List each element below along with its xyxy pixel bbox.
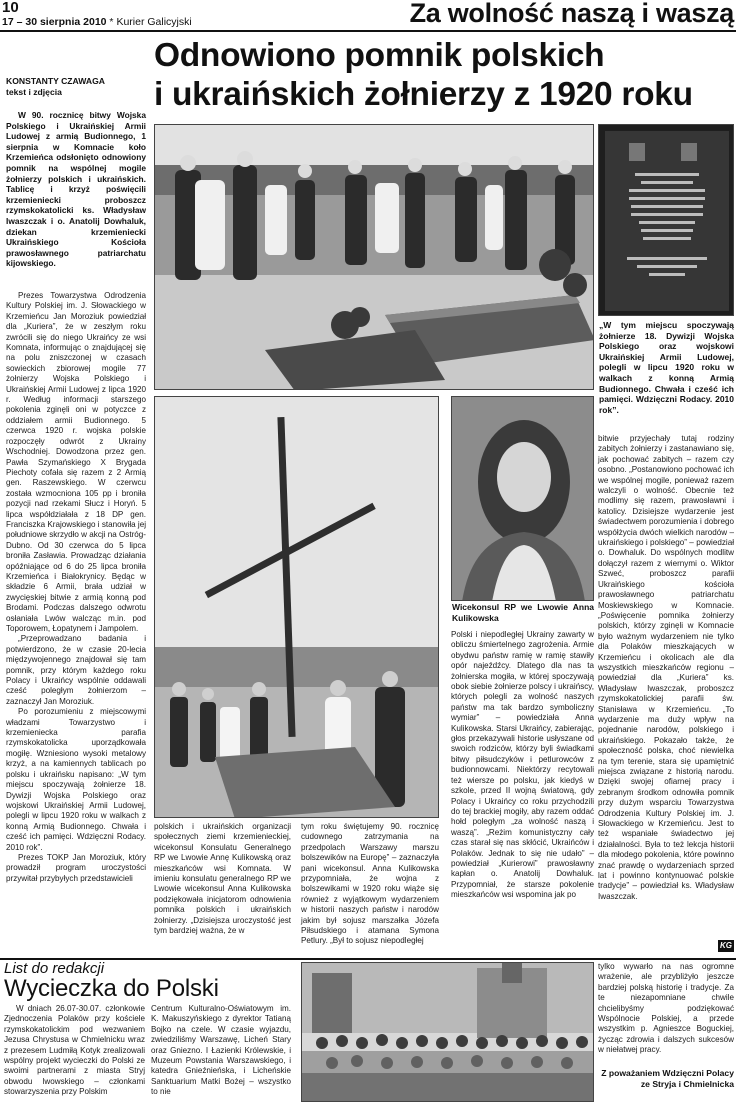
- paragraph: tylko wywarło na nas ogromne wrażenie, ale przybliżyło jeszcze bardziej polską historię i tradycje. Za te niezapomniane chwile chcielibyśmy podziękować Wspólnocie Polskiej, a przede wszystkim p. Agnieszce Boguckiej, życząc zdrowia i dalszych sukcesów w niełatwej pracy.: [598, 962, 734, 1055]
- group-photo: [301, 962, 594, 1102]
- column-3: [301, 822, 439, 947]
- portrait-caption: Wicekonsul RP we Lwowie Anna Kulikowska: [452, 602, 594, 623]
- title-line-2: i ukraińskich żołnierzy z 1920 roku: [154, 76, 693, 113]
- plaque-image: [599, 125, 734, 316]
- group-image: [302, 963, 594, 1102]
- letter-signature: Z poważaniem Wdzięczni Polacy ze Stryja i Chmielnicka: [601, 1068, 734, 1089]
- paragraph: bitwie przyjechały tutaj rodziny zabitych żołnierzy i zastanawiano się, jak pochować zabitych – razem czy osobno. „Postanowiono pochować ich we wspólnej mogile, ponieważ razem walczyli o wolność. Obecnie też modlimy się razem, prawosławni i katolicy. Dzisiejsze wydarzenie jest świadectwem porozumienia i dobrego współżycia dwóch wielkich narodów – ukraińskiego i polskiego” – powiedział o. Dowhaluk. Do wspólnych modlitw dołączył razem z wiernymi o. Wiktor Szweć, proboszcz parafii Ukraińskiego kościoła prawosławnego patriarchatu Moskiewskiego w Komnacie. „Poświęcenie pomnika żołnierzy polskich, którzy zginęli w Komnacie było ważnym wydarzeniem nie tylko dla Polaków mieszkających w Krzemieńcu i okolicach ale dla wszystkich mieszkańców regionu – powiedział dla „Kuriera” ks. Władysław Iwaszczak, proboszcz rzymskokatolickiej parafii św. Stanisława w Krzemieńcu. „To wydarzenie ma duży wpływ na pojednanie narodów, polskiego i ukraińskiego. Pokazało także, że społeczność polska, choć niewielka na tym terenie, stara się upamiętnić miejsca związane z historią narodu. Dzięki swojej ofiarnej pracy i zebranym środkom odnowiła pomnik przy dużym wsparciu Towarzystwa Odrodzenia Kultury Polskiej im. J. Słowackiego w Krzemieńcu. Jest to też wspaniałe świadectwo jej działalności. Była to też lekcja historii dla młodego pokolenia, które powinno znać prawdę o wydarzeniach sprzed lat i powinno kontynuować polskie tradycje” – powiedział ks. Władysław Iwaszczak.: [598, 434, 734, 901]
- section-title: Za wolność naszą i waszą: [409, 0, 734, 28]
- letters-column-1: [4, 1004, 145, 1098]
- author-name: KONSTANTY CZAWAGA: [6, 76, 105, 86]
- paragraph: Polski i niepodległej Ukrainy zawarty w obliczu śmiertelnego zagrożenia. Armie obydwu państw ramię w ramię stawiły opór najeźdźcy. Dlatego dla nas ta żołnierska mogiła, w której spoczywają obok siebie żołnierze polscy i ukraińscy, których polegli za wolność naszych państw ma tak bardzo symboliczny wymiar” – powiedziała Anna Kulikowska. Starsi Ukraińcy, zabierając, głos przekazywali historie usłyszane od swoich rodziców, którzy byli świadkami bitwy piłsudczyków i petlurowców z budionnowcami. Niektórzy recytowali też wiersze po polsku, jak kiedyś w szkole, przed II wojną światową, gdy Polacy i Ukraińcy co roku przychodzili do tej brackiej mogiły, aby razem oddać hołd poległym „za wolność naszą i waszą”. „Reżim komunistyczny cały czas starał się nas skłócić, Ukraińców i Polaków. Jednak to się nie udało” – powiedział „Kurierowi” prawosławny kapłan o. Anatolij Dowhaluk. Przypomniał, że starsze pokolenie mieszkańców wsi wspomina jak po: [451, 630, 594, 900]
- paragraph: polskich i ukraińskich organizacji społecznych ziemi krzemienieckiej, wicekonsul Konsulatu Generalnego RP we Lwowie Annę Kulikowską oraz mieszkańców wsi Komnata. W imieniu konsulatu generalnego RP we Lwowie wicekonsul Anna Kulikowska podziękowała inicjatorom odnowienia pomnika polskich i ukraińskich żołnierzy. „Dzisiejsza uroczystość jest tym bardziej ważna, że w: [154, 822, 291, 936]
- page-header: [0, 0, 736, 30]
- letters-kicker: List do redakcji: [4, 960, 105, 977]
- ceremony-photo: [154, 124, 594, 390]
- issue-date: [2, 16, 192, 28]
- author-byline: [6, 76, 146, 97]
- paragraph: tym roku świętujemy 90. rocznicę cudownego zatrzymania na przedpolach Warszawy marszu bolszewików na Europę” – zaznaczyła pani wicekonsul. Anna Kulikowska przypomniała, że wojna z bolszewikami w 1920 roku wiąże się również z wyjątkowym wydarzeniem w historii naszych państw i narodów jakim był sojusz marszałka Józefa Piłsudskiego i atamana Symona Petlury. „Był to sojusz niepodległej: [301, 822, 439, 946]
- paragraph: „Przeprowadzano badania i potwierdzono, że w czasie 20-lecia międzywojennego znajdował się tam pomnik, przy którym każdego roku Polacy i Ukraińcy wspólnie oddawali cześć poległym żołnierzom – zaznaczył Jan Moroziuk.: [6, 634, 146, 706]
- cross-image: [155, 397, 439, 818]
- column-1: [6, 291, 146, 884]
- plaque-caption: „W tym miejscu spoczywają żołnierze 18. Dywizji Wojska Polskiego oraz wojskowi Ukraińskiej Armii Ludowej, polegli w lipcu 1920 roku w walkach z konną Armią Budionnego. Chwała i cześć ich pamięci. Wdzięczni Rodacy. 2010 rok”.: [599, 320, 734, 415]
- lead-paragraph: W 90. rocznicę bitwy Wojska Polskiego i Ukraińskiej Armii Ludowej z armią Budionnego, 1 sierpnia w Komnacie koło Krzemieńca odsłonięto odnowiony pomnik na wspólnej mogile żołnierzy polskich i ukraińskich. Tablicę i krzyż poświęcili krzemieniecki proboszcz rzymskokatolicki ks. Władysław Iwaszczak i o. Anatolij Dowhaluk, dziekan krzemieniecki Ukraińskiego Kościoła prawosławnego patriarchatu kijowskiego.: [6, 110, 146, 269]
- portrait-image: [452, 397, 594, 601]
- author-note: tekst i zdjęcia: [6, 86, 62, 97]
- date-text: 17 – 30 sierpnia 2010: [2, 16, 107, 28]
- letters-title: Wycieczka do Polski: [4, 975, 219, 1002]
- letters-column-2: [151, 1004, 291, 1098]
- header-rule: [0, 30, 736, 32]
- article-title: [154, 36, 734, 114]
- page-number: 10: [2, 0, 19, 16]
- publication-logo: KG: [720, 941, 732, 950]
- ceremony-image: [155, 125, 594, 390]
- paragraph: Prezes Towarzystwa Odrodzenia Kultury Polskiej im. J. Słowackiego w Krzemieńcu Jan Moroziuk powiedział dla „Kuriera”, że w zeszłym roku zwrócili się do niego Ukraińcy ze wsi Komnata, informując o znajdującej się na polu zniszczonej w czasach sowieckich zbiorowej mogile 77 żołnierzy Wojska Polskiego i Ukraińskiej Armii Ludowej z lipca 1920 r. Według informacji starszego pokolenia zginęli oni w potyczce z oddziałem armii Budionnego. 5 czerwca 1920 r. wojska polskie rozpoczęły odwrót z Ukrainy Wschodniej. Dowodzona przez gen. Pawła Szymańskiego X Brygada Piechoty cofała się razem z 2 Armią gen. Raszewskiego. W czerwcu została wzmocniona 105 pp i broniła pozycji nad rzekami Słucz i Horyń. 5 lipca współdziałała z 18 DP gen. Franciszka Krajowskiego i stanowiła jej południowe skrzydło w akcji na Ostróg-Dubno. Od 30 czerwca do 5 lipca broniła Zasławia. Prowadząc działania opóźniające od 6 do 25 lipca broniła Krzemieńca i Białokrynicy. Będąc w składzie 6 Armii, brała udział w zwycięskiej bitwie z armią konną pod Brodami. Podczas dalszego odwrotu osłaniała Lwów walcząc m.in. pod Toporowem, Łopatynem i Jampolem.: [6, 291, 146, 633]
- paragraph: Po porozumieniu z miejscowymi władzami Towarzystwo i krzemieniecka parafia rzymskokatolicka uporządkowała mogiłę. Wzniesiono wysoki metalowy krzyż, a na kamiennych tablicach po polsku i ukraińsku napisano: „W tym miejscu spoczywają żołnierze 18. Dywizji Wojska Polskiego oraz wojskowi Ukraińskiej Armii Ludowej, polegli w lipcu 1920 roku w walkach z konną Armią Budionnego. Chwała i cześć ich pamięci. Wdzięczni Rodacy. 2010 rok”.: [6, 707, 146, 852]
- paragraph: W dniach 26.07-30.07. członkowie Zjednoczenia Polaków przy kościele rzymskokatolickim pod wezwaniem Jezusa Chrystusa w Chmielnicku wraz z prezesem Ludmiłą Kotyk zrealizowali wspólny projekt wycieczki do Polski ze swoimi partnerami z miasta Stryj obwodu lwowskiego – członkami stowarzyszenia przy Polskim: [4, 1004, 145, 1097]
- paragraph: Prezes TOKP Jan Moroziuk, który prowadził program uroczystości przywitał przybyłych przedstawicieli: [6, 852, 146, 883]
- letters-column-3: [598, 962, 734, 1056]
- column-4: [451, 630, 594, 901]
- plaque-photo: [598, 124, 734, 316]
- column-2: [154, 822, 291, 936]
- title-line-1: Odnowiono pomnik polskich: [154, 37, 605, 74]
- cross-ceremony-photo: [154, 396, 439, 818]
- separator-star: *: [109, 16, 114, 28]
- column-5: [598, 434, 734, 902]
- article-lead: [6, 110, 146, 269]
- article-separator: [0, 958, 736, 960]
- paragraph: Centrum Kulturalno-Oświatowym im. K. Makuszyńskiego z dyrektor Tatianą Bojko na czele. W czasie wyjazdu, zwiedziliśmy Warszawę, Licheń Stary oraz Gniezno. I Łazienki Królewskie, i Muzeum Powstania Warszawskiego, i katedra Gnieźnieńska, i Licheńskie Sanktuarium Matki Bożej – wszystko to nie: [151, 1004, 291, 1097]
- portrait-photo: [451, 396, 594, 601]
- publication-name: Kurier Galicyjski: [116, 16, 192, 28]
